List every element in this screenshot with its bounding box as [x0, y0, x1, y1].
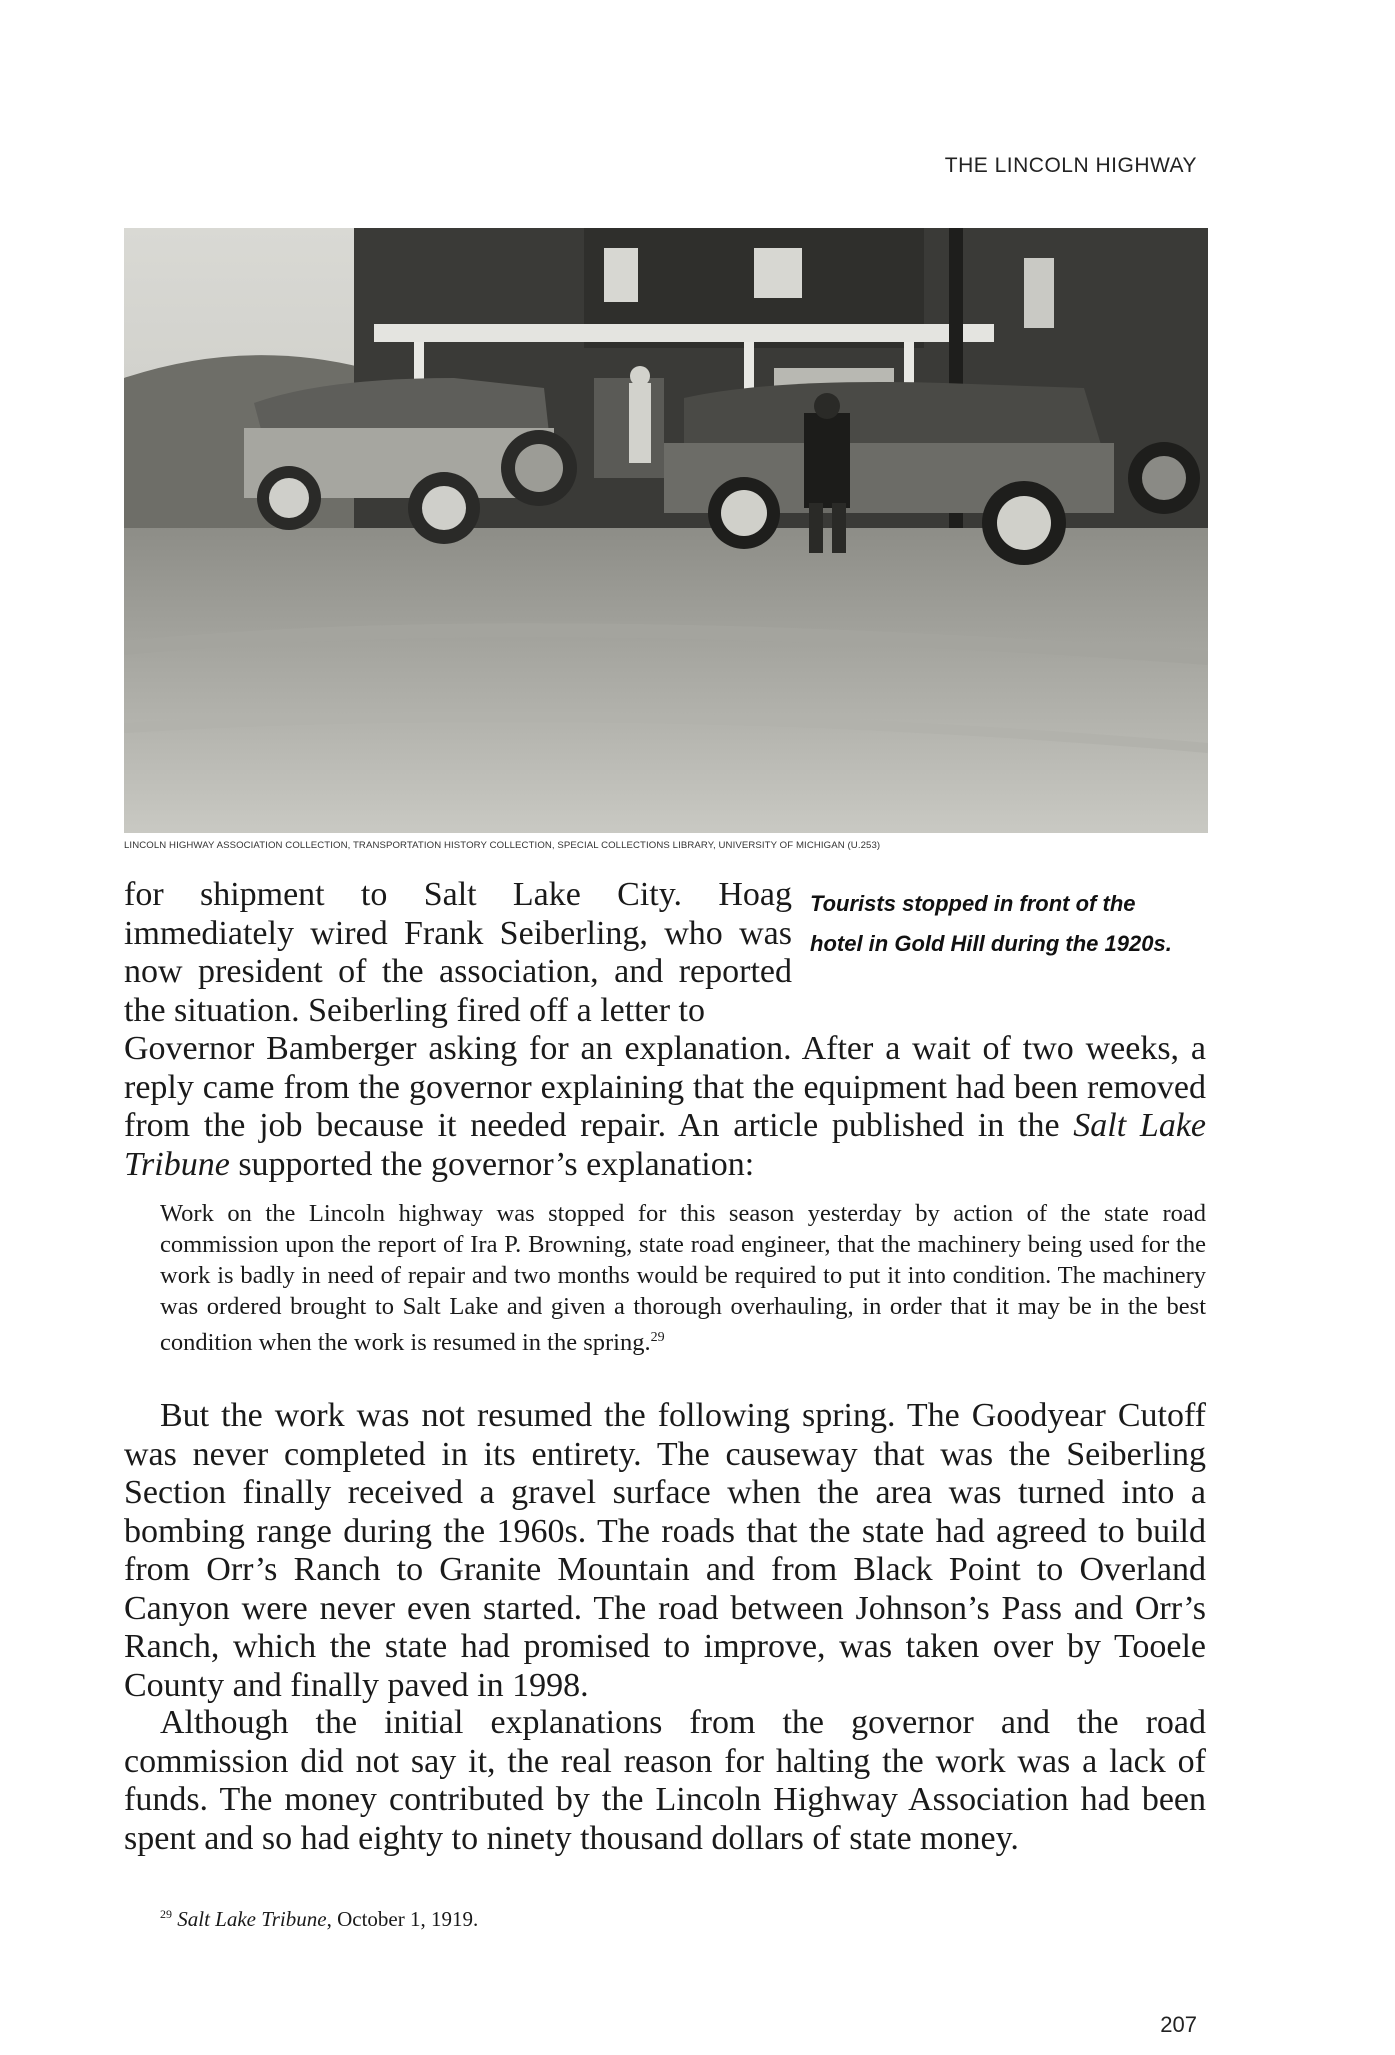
figure-caption: Tourists stopped in front of the hotel in Gold Hill during the 1920s. — [810, 891, 1172, 956]
paragraph-3: Although the initial explanations from the governor and the road commission did not say it, the real reason for halting the work was a lack of funds. The money contributed by the Lincoln Highway Association had been spent and so had eighty to ninety thousand dollars of state money. — [124, 1704, 1206, 1857]
block-quote — [160, 1198, 1206, 1358]
block-quote-text: Work on the Lincoln highway was stopped for this season yesterday by action of the state road commission upon the report of Ira P. Browning, state road engineer, that the machinery being used for the work is badly in need of repair and two months would be required to put it into condition. The machinery was ordered brought to Salt Lake and given a thorough overhauling, in order that it may be in the best condition when the work is resumed in the spring. — [160, 1200, 1206, 1357]
footnote-number: 29 — [160, 1907, 172, 1921]
footnote-reference: 29 — [650, 1330, 665, 1345]
paragraph-1-text-b: supported the governor’s explanation: — [238, 1145, 755, 1183]
footnote-source: Salt Lake Tribune — [177, 1907, 327, 1931]
paragraph-1-start-text: for shipment to Salt Lake City. Hoag immediately wired Frank Seiberling, who was now president of the association, and reported the situation. Seiberling fired off a letter to — [124, 876, 792, 1029]
photo-illustration — [124, 228, 1208, 833]
footnote — [160, 1907, 478, 1932]
paragraph-2: But the work was not resumed the following spring. The Goodyear Cutoff was never completed in its entirety. The causeway that was the Seiberling Section finally received a gravel surface when the area was turned into a bombing range during the 1960s. The roads that the state had agreed to build from Orr’s Ranch to Granite Mountain and from Black Point to Overland Canyon were never even started. The road between Johnson’s Pass and Orr’s Ranch, which the state had promised to improve, was taken over by Tooele County and finally paved in 1998. — [124, 1397, 1206, 1704]
hotel-photograph — [124, 228, 1208, 833]
photo-credit: LINCOLN HIGHWAY ASSOCIATION COLLECTION, TRANSPORTATION HISTORY COLLECTION, SPECIAL COLLECTIONS LIBRARY, UNIVERSITY OF MICHIGAN (U.253) — [124, 840, 881, 851]
page-number: 207 — [1160, 2012, 1197, 2037]
paragraph-1-start — [124, 876, 792, 1030]
footnote-date: , October 1, 1919. — [326, 1907, 479, 1931]
paragraph-1-text-a: Governor Bamberger asking for an explanation. After a wait of two weeks, a reply came from the governor explaining that the equipment had been removed from the job because it needed repair. An article published in the — [124, 1030, 1206, 1144]
running-header: THE LINCOLN HIGHWAY — [944, 154, 1197, 177]
paragraph-1-continued — [124, 1030, 1206, 1184]
newspaper-title: Salt Lake Tribune — [124, 1107, 1207, 1183]
